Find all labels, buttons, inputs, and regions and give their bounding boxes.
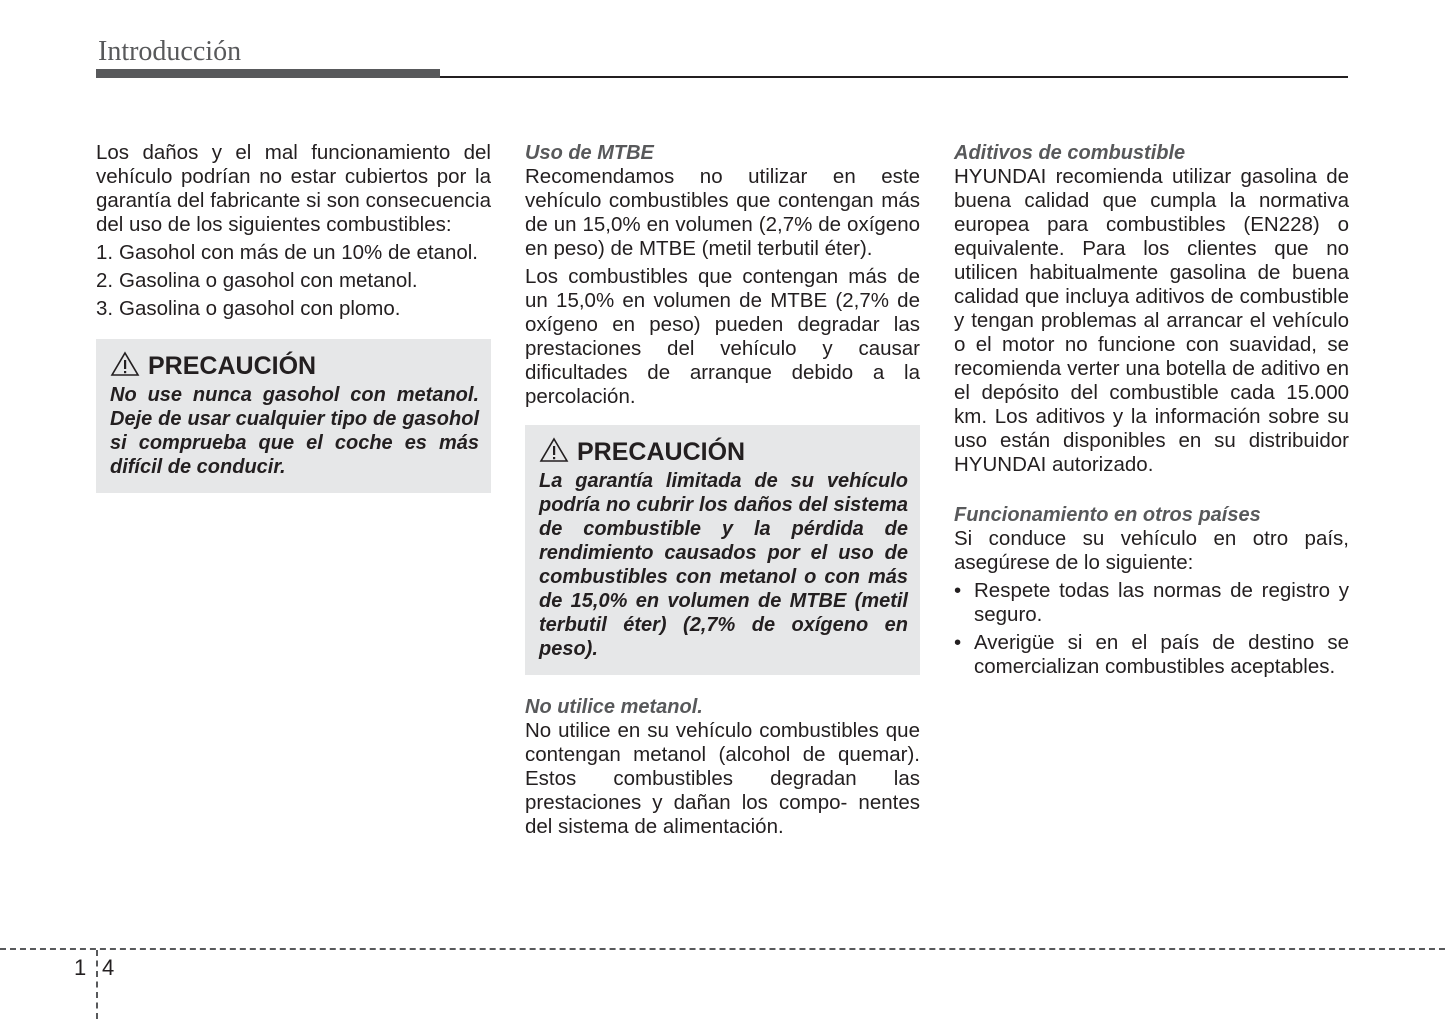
warning-icon [110,351,140,377]
list-text: Averigüe si en el país de destino se comercializan combustibles aceptables. [974,631,1349,678]
mtbe-paragraph-2: Los combustibles que contengan más de un 15,0% en volumen de MTBE (2,7% de oxígeno en peso) pueden degradar las prestaciones del vehículo y causar dificultades de arranque debido a la percolación. [525,265,920,408]
list-number: 2. [96,269,114,292]
bullet-mark: • [954,579,962,602]
footer-divider [0,948,1445,950]
caution-header [110,351,479,381]
list-item [96,297,491,321]
chapter-number: 1 [74,955,87,980]
column-1 [96,141,491,493]
page-title: Introducción [98,36,242,67]
header-rule-thick [96,69,440,78]
mtbe-paragraph-1: Recomendamos no utilizar en este vehículo combustibles que contengan más de un 15,0% en volumen (2,7% de oxígeno en peso) de MTBE (metil terbutil éter). [525,165,920,260]
list-number: 3. [96,297,114,320]
list-item [954,631,1349,679]
list-text: Gasohol con más de un 10% de etanol. [119,241,478,264]
column-3 [954,141,1349,679]
list-item [96,269,491,293]
caution-box [96,339,491,493]
page-number: 4 [102,955,115,980]
header-rule-thin [440,76,1348,78]
caution-body: No use nunca gasohol con metanol. Deje de usar cualquier tipo de gasohol si comprueba que el coche es más difícil de conducir. [110,384,479,478]
section-title-paises: Funcionamiento en otros países [954,504,1261,526]
caution-header [539,437,908,467]
list-item [96,241,491,265]
list-text: Gasolina o gasohol con metanol. [119,269,418,292]
column-2 [525,141,920,839]
metanol-paragraph: No utilice en su vehículo combustibles que contengan metanol (alcohol de quemar). Estos combustibles degradan las prestaciones y dañan los compo- nentes del sistema de alimentación. [525,719,920,838]
caution-title: PRECAUCIÓN [577,438,746,466]
section-title-aditivos: Aditivos de combustible [954,142,1186,164]
section-title-metanol: No utilice metanol. [525,696,703,718]
bullet-mark: • [954,631,962,654]
intro-paragraph: Los daños y el mal funcionamiento del vehículo podrían no estar cubiertos por la garantía del fabricante si son consecuencia del uso de los siguientes combustibles: [96,141,491,236]
caution-title: PRECAUCIÓN [148,352,317,380]
list-number: 1. [96,241,114,264]
paises-paragraph: Si conduce su vehículo en otro país, asegúrese de lo siguiente: [954,527,1349,574]
warning-icon [539,437,569,463]
list-text: Gasolina o gasohol con plomo. [119,297,401,320]
aditivos-paragraph: HYUNDAI recomienda utilizar gasolina de buena calidad que cumpla la normativa europea para combustibles (EN228) o equivalente. Para los clientes que no utilicen habitualmente gasolina de buena calidad que incluya aditivos de combustible y tengan problemas al arrancar el vehículo o el motor no funcione con suavidad, se recomienda verter una botella de aditivo en el depósito del combustible cada 15.000 km. Los aditivos y la información sobre su uso están disponibles en su distribuidor HYUNDAI autorizado. [954,165,1349,476]
list-item [954,579,1349,627]
footer-vertical-divider [96,950,98,1019]
list-text: Respete todas las normas de registro y seguro. [974,579,1349,626]
caution-box [525,425,920,675]
section-title-mtbe: Uso de MTBE [525,142,654,164]
caution-body: La garantía limitada de su vehículo podría no cubrir los daños del sistema de combustible y la pérdida de rendimiento causados por el uso de combustibles con metanol o con más de 15,0% en volumen de MTBE (metil terbutil éter) (2,7% de oxígeno en peso). [539,470,908,660]
